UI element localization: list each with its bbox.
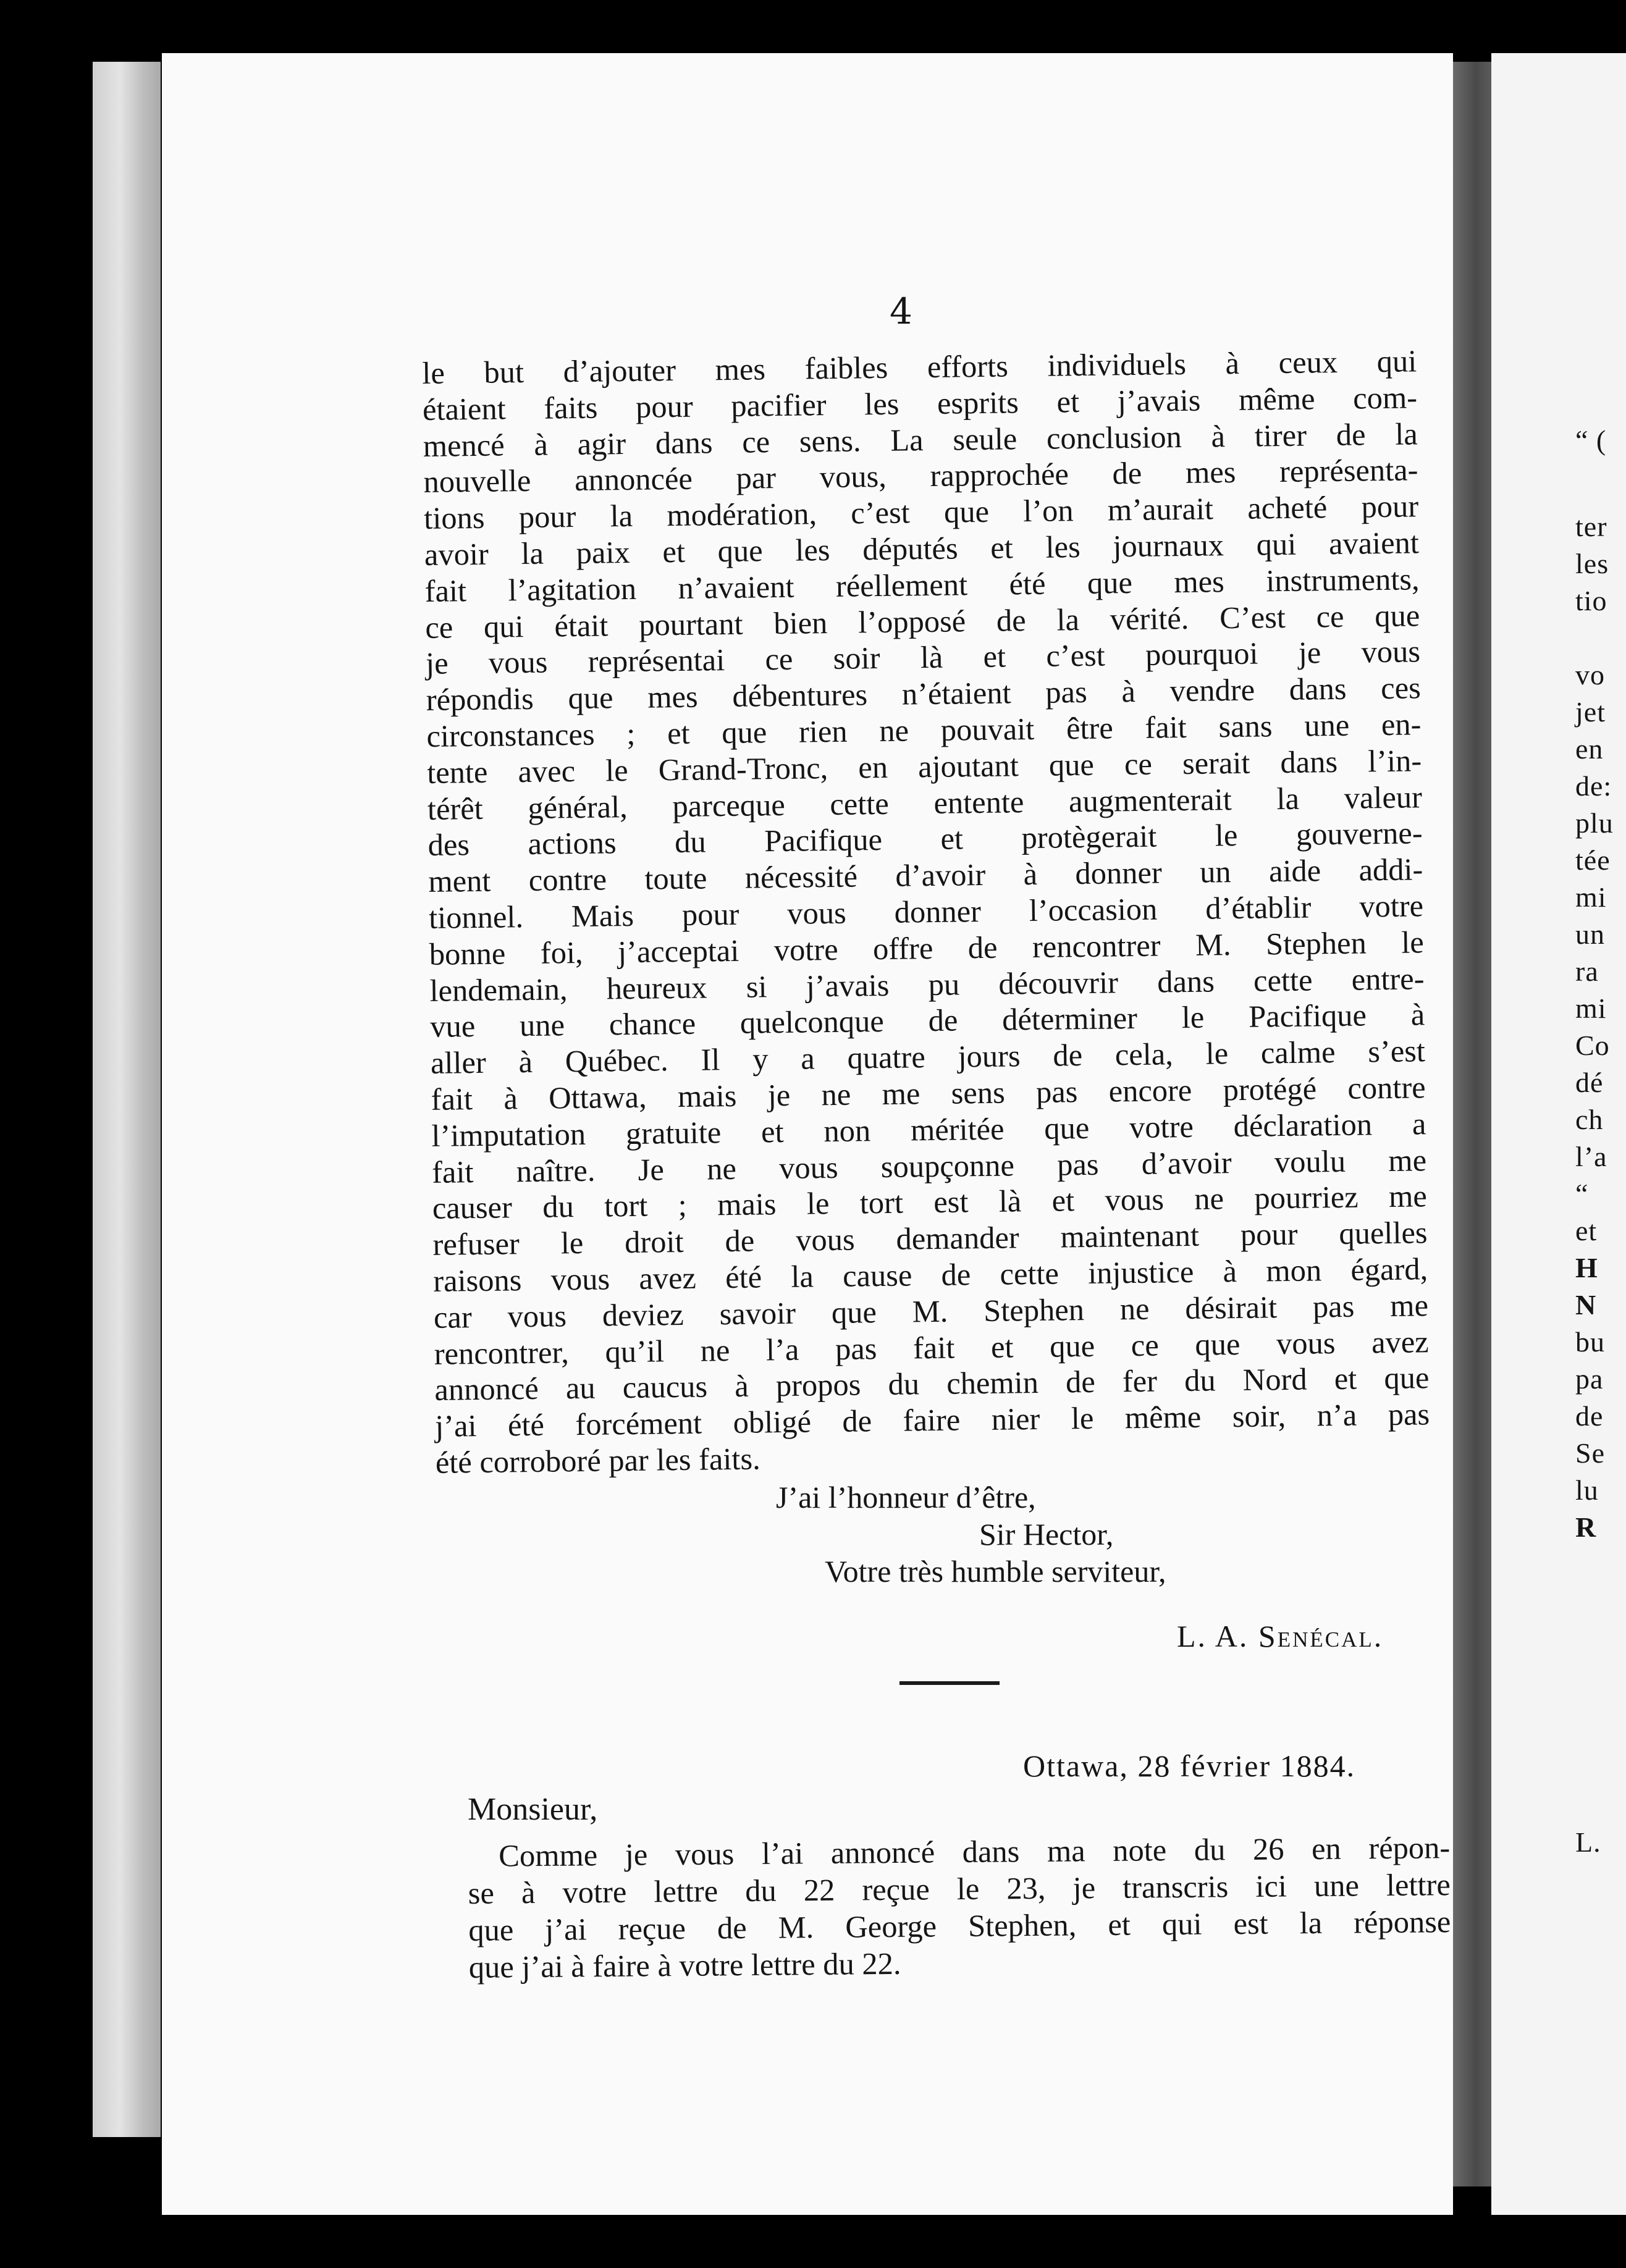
fragment: “ ( bbox=[1575, 424, 1607, 456]
text-line: je vous représentai ce soir là et c’est pourquoi je vous bbox=[425, 634, 1421, 681]
text-line: térêt général, parceque cette entente augmenterait la valeur bbox=[427, 779, 1423, 826]
signature: L. A. Senécal. bbox=[1177, 1619, 1384, 1653]
text-line: le but d’ajouter mes faibles efforts individuels à ceux qui bbox=[422, 343, 1417, 390]
fragment: ch bbox=[1575, 1104, 1604, 1135]
fragment: jet bbox=[1575, 696, 1606, 728]
fragment: ra bbox=[1575, 956, 1599, 987]
fragment: mi bbox=[1575, 881, 1607, 913]
text-line: ce qui était pourtant bien l’opposé de la vérité. C’est ce que bbox=[425, 597, 1420, 645]
fragment: ter bbox=[1575, 511, 1607, 542]
text-line: avoir la paix et que les députés et les journaux qui avaient bbox=[424, 525, 1420, 572]
fragment: bu bbox=[1575, 1326, 1605, 1358]
text-line: rencontrer, qu’il ne l’a pas fait et que ce que vous avez bbox=[434, 1324, 1429, 1371]
fragment: Co bbox=[1575, 1030, 1610, 1061]
fragment: plu bbox=[1575, 807, 1614, 839]
text-line: des actions du Pacifique et protègerait le gouverne- bbox=[428, 815, 1423, 863]
text-line: refuser le droit de vous demander maintenant pour quelles bbox=[432, 1215, 1428, 1262]
dateline: Ottawa, 28 février 1884. bbox=[1023, 1749, 1356, 1783]
text-line: que j’ai reçue de M. George Stephen, et qui est la réponse bbox=[468, 1904, 1451, 1947]
text-line: fait naître. Je ne vous soupçonne pas d’avoir voulu me bbox=[431, 1142, 1427, 1190]
text-line: tions pour la modération, c’est que l’on m’aurait acheté pour bbox=[423, 489, 1419, 536]
text-line: bonne foi, j’acceptai votre offre de rencontrer M. Stephen le bbox=[429, 925, 1425, 972]
text-line: Comme je vous l’ai annoncé dans ma note du 26 en répon- bbox=[499, 1830, 1451, 1873]
second-letter-body bbox=[468, 1829, 1451, 1986]
fragment: vo bbox=[1575, 659, 1605, 691]
page-edge-left bbox=[93, 62, 161, 2137]
text-line: répondis que mes débentures n’étaient pas à vendre dans ces bbox=[426, 670, 1422, 718]
text-line: annoncé au caucus à propos du chemin de fer du Nord et que bbox=[434, 1360, 1430, 1408]
text-line: nouvelle annoncée par vous, rapprochée de mes représenta- bbox=[423, 452, 1418, 500]
text-line: tionnel. Mais pour vous donner l’occasion d’établir votre bbox=[428, 888, 1424, 935]
fragment: H bbox=[1575, 1252, 1598, 1283]
fragment: mi bbox=[1575, 993, 1607, 1024]
salutation: Monsieur, bbox=[468, 1792, 598, 1827]
text-line: fait à Ottawa, mais je ne me sens pas encore protégé contre bbox=[431, 1070, 1426, 1117]
text-line: ment contre toute nécessité d’avoir à donner un aide addi- bbox=[428, 852, 1423, 899]
fragment: L. bbox=[1575, 1826, 1601, 1858]
closing-formula: J’ai l’honneur d’être, bbox=[776, 1480, 1036, 1514]
page-number: 4 bbox=[890, 290, 912, 332]
fragment: lu bbox=[1575, 1474, 1599, 1506]
closing-addressee: Sir Hector, bbox=[979, 1517, 1114, 1552]
fragment: les bbox=[1575, 548, 1609, 579]
letter-body bbox=[422, 343, 1430, 1480]
text-line: fait l’agitation n’avaient réellement été que mes instruments, bbox=[424, 561, 1420, 608]
fragment: tio bbox=[1575, 585, 1607, 616]
book-gutter bbox=[1453, 62, 1491, 2186]
fragment: de bbox=[1575, 1400, 1604, 1432]
text-line: vue une chance quelconque de déterminer le Pacifique à bbox=[429, 997, 1425, 1044]
text-line: que j’ai à faire à votre lettre du 22. bbox=[468, 1946, 901, 1984]
text-line: raisons vous avez été la cause de cette injustice à mon égard, bbox=[432, 1251, 1428, 1298]
text-line: causer du tort ; mais le tort est là et vous ne pourriez me bbox=[432, 1178, 1428, 1226]
text-line: étaient faits pour pacifier les esprits et j’avais même com- bbox=[422, 380, 1418, 427]
fragment: N bbox=[1575, 1289, 1597, 1321]
text-line: se à votre lettre du 22 reçue le 23, je transcris ici une lettre bbox=[468, 1867, 1451, 1910]
fragment: “ bbox=[1575, 1178, 1589, 1209]
facing-page-strip bbox=[1491, 53, 1626, 2215]
text-line: aller à Québec. Il y a quatre jours de cela, le calme s’est bbox=[430, 1033, 1426, 1081]
text-line: mencé à agir dans ce sens. La seule conclusion à tirer de la bbox=[423, 416, 1418, 463]
fragment: tée bbox=[1575, 844, 1611, 876]
text-line: l’imputation gratuite et non méritée que votre déclaration a bbox=[431, 1106, 1426, 1153]
fragment: et bbox=[1575, 1215, 1598, 1246]
section-separator bbox=[899, 1681, 1000, 1685]
text-line: lendemain, heureux si j’avais pu découvrir dans cette entre- bbox=[429, 960, 1425, 1008]
fragment: dé bbox=[1575, 1067, 1604, 1098]
fragment: R bbox=[1575, 1511, 1597, 1543]
closing-valediction: Votre très humble serviteur, bbox=[825, 1554, 1166, 1589]
fragment: l’a bbox=[1575, 1141, 1607, 1172]
text-line: j’ai été forcément obligé de faire nier le même soir, n’a pas bbox=[434, 1396, 1430, 1443]
text-line: été corroboré par les faits. bbox=[435, 1441, 761, 1480]
fragment: de: bbox=[1575, 770, 1612, 802]
text-line: circonstances ; et que rien ne pouvait être fait sans une en- bbox=[426, 707, 1422, 754]
fragment: Se bbox=[1575, 1437, 1605, 1469]
text-line: tente avec le Grand-Tronc, en ajoutant que ce serait dans l’in- bbox=[426, 743, 1422, 790]
fragment: pa bbox=[1575, 1363, 1604, 1395]
fragment: un bbox=[1575, 918, 1605, 950]
fragment: en bbox=[1575, 733, 1604, 765]
text-line: car vous deviez savoir que M. Stephen ne désirait pas me bbox=[433, 1287, 1429, 1335]
